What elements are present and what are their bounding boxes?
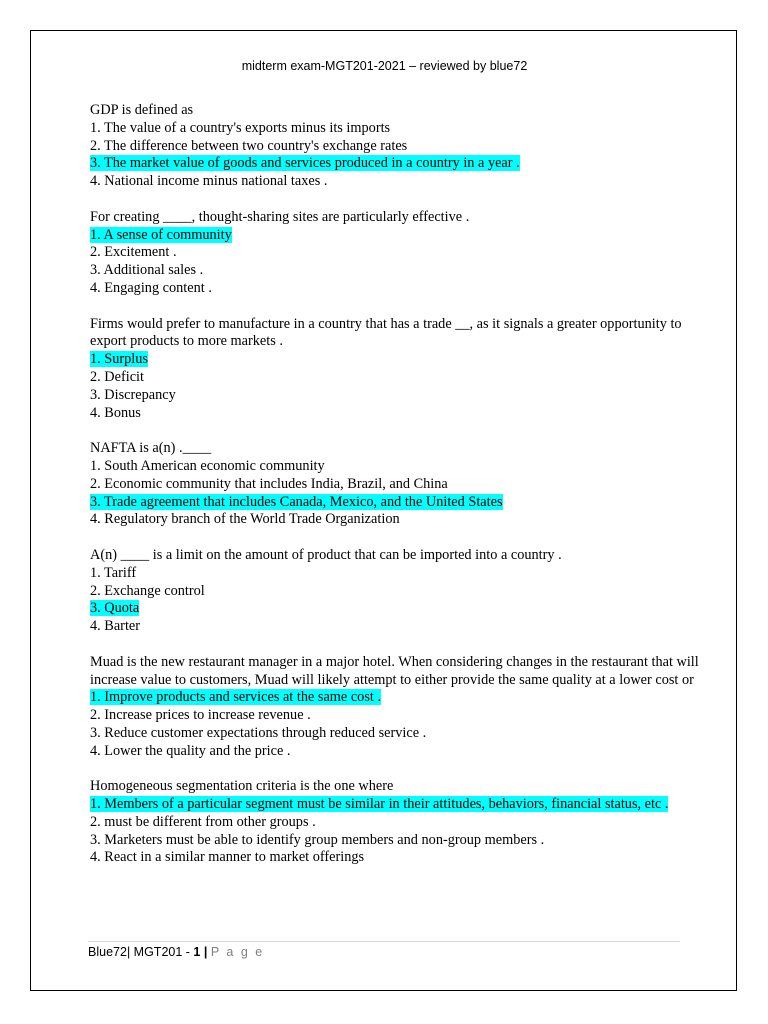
- footer-separator: |: [126, 945, 134, 959]
- answer-option-text: 2. Excitement .: [90, 244, 177, 261]
- answer-option: [90, 618, 710, 636]
- answer-option-highlighted: [90, 796, 710, 814]
- answer-option-text: 1. South American economic community: [90, 457, 325, 474]
- answer-option-text: 4. React in a similar manner to market offerings: [90, 849, 365, 866]
- question-list: [90, 102, 710, 885]
- question-block: [90, 316, 710, 423]
- answer-option-text: 2. The difference between two country's exchange rates: [90, 137, 408, 154]
- answer-option: [90, 565, 710, 583]
- answer-option-text: 3. Quota: [90, 600, 140, 617]
- answer-option: [90, 583, 710, 601]
- answer-option-text: 2. must be different from other groups .: [90, 813, 316, 830]
- answer-option-text: 1. Tariff: [90, 564, 137, 581]
- question-text: GDP is defined as: [90, 102, 194, 118]
- footer-divider: [88, 941, 680, 942]
- answer-option-text: 2. Increase prices to increase revenue .: [90, 707, 311, 724]
- answer-option: [90, 476, 710, 494]
- question-block: [90, 547, 710, 636]
- answer-option: [90, 369, 710, 387]
- footer-course: MGT201 -: [133, 945, 194, 959]
- answer-option: [90, 173, 710, 191]
- answer-option-text: 1. Surplus: [90, 351, 148, 368]
- document-page: [30, 30, 737, 991]
- answer-option-highlighted: [90, 155, 710, 173]
- answer-option-text: 4. Bonus: [90, 404, 141, 421]
- question-block: [90, 654, 710, 761]
- answer-option-text: 4. National income minus national taxes .: [90, 173, 328, 190]
- footer-page-number: 1: [193, 945, 201, 959]
- answer-option-text: 2. Economic community that includes India, Brazil, and China: [90, 475, 448, 492]
- answer-option: [90, 743, 710, 761]
- answer-option-text: 3. Marketers must be able to identify group members and non-group members .: [90, 831, 545, 848]
- answer-option-text: 4. Engaging content .: [90, 279, 212, 296]
- answer-option: [90, 458, 710, 476]
- question-text: Muad is the new restaurant manager in a major hotel. When considering changes in the restaurant that will increase value to customers, Muad will likely attempt to either provide the same quality at a lower cost or: [90, 653, 699, 688]
- answer-option: [90, 120, 710, 138]
- page-header: midterm exam-MGT201-2021 – reviewed by blue72: [241, 59, 528, 73]
- answer-option-highlighted: [90, 689, 710, 707]
- answer-option-text: 1. A sense of community: [90, 226, 232, 243]
- answer-option-text: 3. Discrepancy: [90, 386, 176, 403]
- question-text: Firms would prefer to manufacture in a country that has a trade __, as it signals a greater opportunity to export products to more markets .: [90, 315, 682, 350]
- answer-option-text: 1. Improve products and services at the same cost .: [90, 689, 382, 706]
- answer-option-highlighted: [90, 494, 710, 512]
- answer-option-text: 2. Deficit: [90, 368, 144, 385]
- footer-separator: |: [200, 945, 211, 959]
- answer-option: [90, 832, 710, 850]
- answer-option-text: 2. Exchange control: [90, 582, 205, 599]
- answer-option-text: 3. The market value of goods and services produced in a country in a year .: [90, 155, 520, 172]
- answer-option-highlighted: [90, 227, 710, 245]
- question-block: [90, 440, 710, 529]
- answer-option-text: 4. Regulatory branch of the World Trade Organization: [90, 511, 400, 528]
- answer-option: [90, 707, 710, 725]
- answer-option: [90, 725, 710, 743]
- answer-option: [90, 262, 710, 280]
- footer-page-word: P a g e: [210, 945, 265, 959]
- answer-option-text: 3. Trade agreement that includes Canada, Mexico, and the United States: [90, 493, 503, 510]
- question-text: A(n) ____ is a limit on the amount of product that can be imported into a country .: [90, 546, 562, 563]
- question-text: NAFTA is a(n) .____: [90, 440, 212, 457]
- answer-option-text: 1. The value of a country's exports minus its imports: [90, 119, 391, 136]
- answer-option: [90, 280, 710, 298]
- answer-option: [90, 511, 710, 529]
- question-block: [90, 102, 710, 191]
- question-text: For creating ____, thought-sharing sites are particularly effective .: [90, 208, 470, 225]
- answer-option-text: 3. Additional sales .: [90, 262, 204, 279]
- answer-option-text: 4. Lower the quality and the price .: [90, 742, 291, 759]
- answer-option-highlighted: [90, 600, 710, 618]
- answer-option: [90, 405, 710, 423]
- answer-option: [90, 849, 710, 867]
- answer-option-highlighted: [90, 351, 710, 369]
- question-block: [90, 209, 710, 298]
- answer-option-text: 1. Members of a particular segment must be similar in their attitudes, behaviors, financial status, etc .: [90, 796, 669, 813]
- answer-option-text: 3. Reduce customer expectations through reduced service .: [90, 724, 427, 741]
- answer-option: [90, 138, 710, 156]
- answer-option: [90, 387, 710, 405]
- answer-option-text: 4. Barter: [90, 618, 141, 635]
- question-block: [90, 778, 710, 867]
- footer-brand: Blue72: [88, 945, 127, 959]
- question-text: Homogeneous segmentation criteria is the one where: [90, 778, 394, 795]
- answer-option: [90, 814, 710, 832]
- answer-option: [90, 244, 710, 262]
- page-footer: [88, 945, 264, 959]
